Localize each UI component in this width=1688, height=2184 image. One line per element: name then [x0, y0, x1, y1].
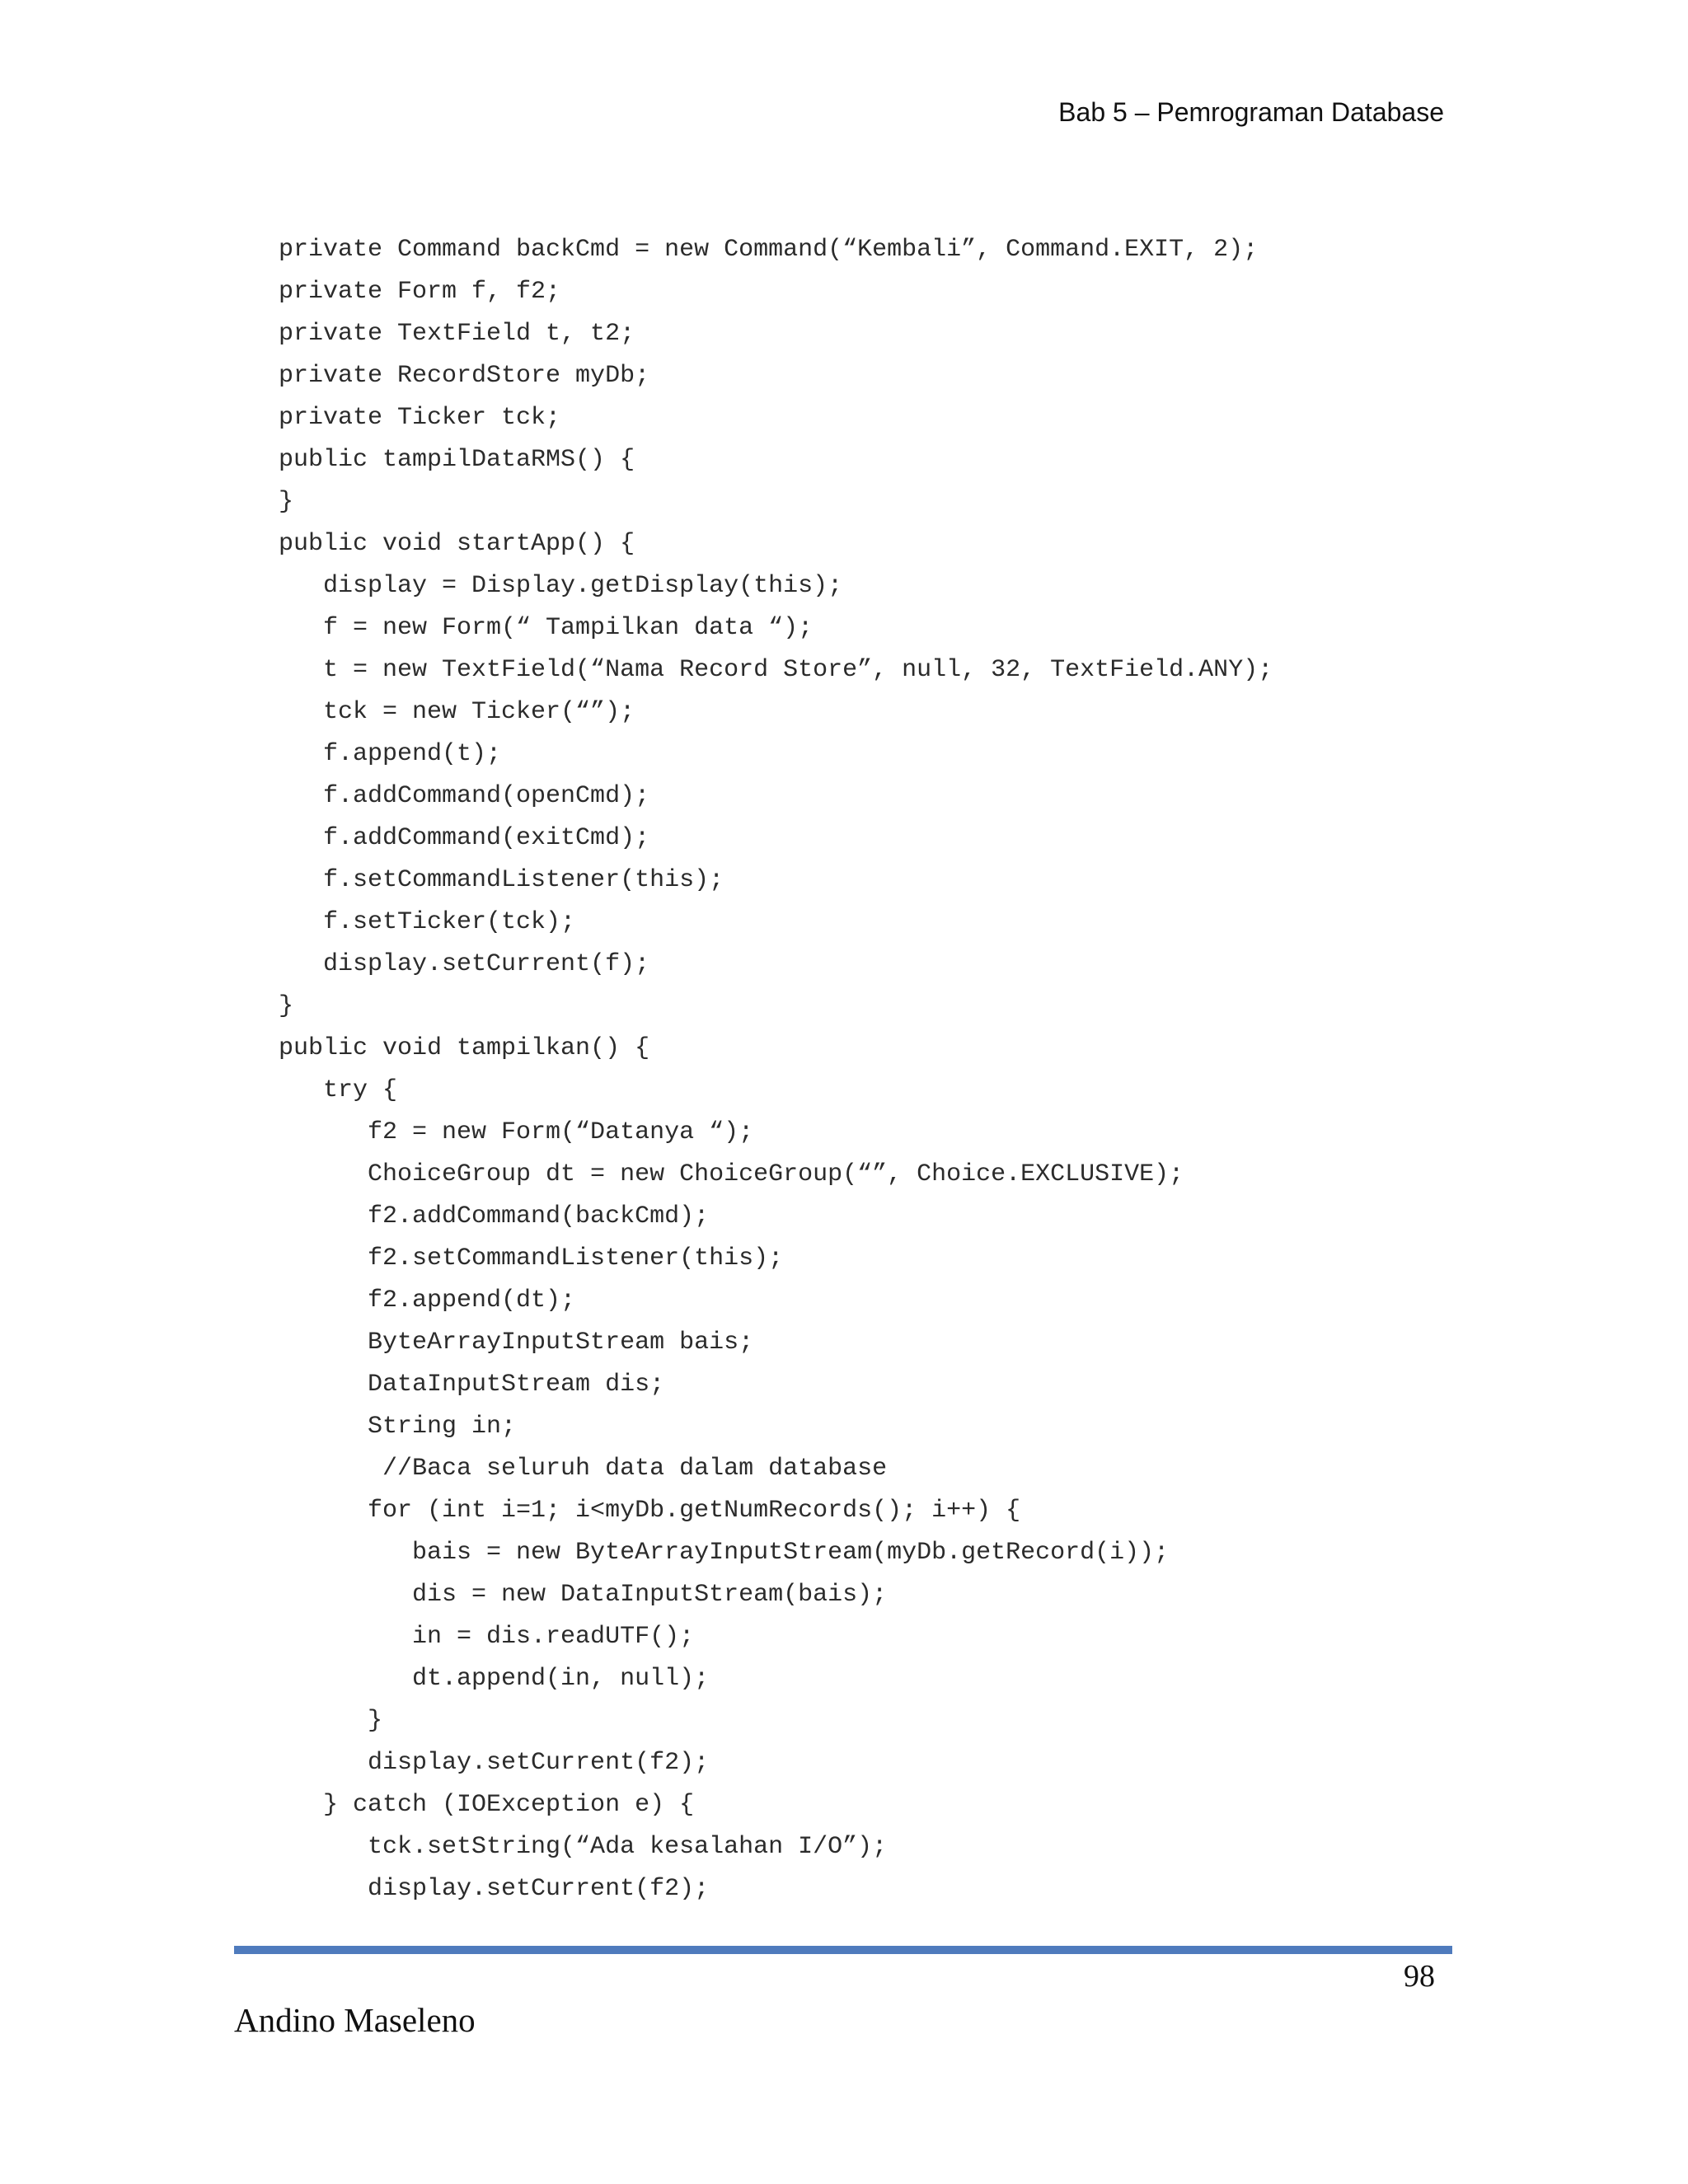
code-line: display = Display.getDisplay(this); [279, 572, 843, 600]
code-line: f2.setCommandListener(this); [279, 1244, 784, 1272]
code-line: DataInputStream dis; [279, 1371, 665, 1399]
code-line: t = new TextField(“Nama Record Store”, null, 32, TextField.ANY); [279, 656, 1273, 684]
code-line: f = new Form(“ Tampilkan data “); [279, 614, 814, 642]
code-line: public tampilDataRMS() { [279, 446, 635, 474]
code-line: bais = new ByteArrayInputStream(myDb.getRecord(i)); [279, 1539, 1170, 1567]
code-line: private TextField t, t2; [279, 320, 635, 348]
code-line: display.setCurrent(f2); [279, 1749, 710, 1777]
code-line: f.addCommand(exitCmd); [279, 824, 650, 852]
code-line: dt.append(in, null); [279, 1665, 710, 1693]
code-line: f2.addCommand(backCmd); [279, 1202, 710, 1230]
footer-divider [234, 1946, 1452, 1954]
code-line: f.addCommand(openCmd); [279, 782, 650, 810]
code-line: String in; [279, 1413, 517, 1441]
page-number: 98 [1404, 1959, 1435, 1994]
code-line: public void startApp() { [279, 530, 635, 558]
author-name: Andino Maseleno [234, 2001, 476, 2039]
code-line: f2 = new Form(“Datanya “); [279, 1118, 754, 1146]
code-line: ChoiceGroup dt = new ChoiceGroup(“”, Choice.EXCLUSIVE); [279, 1160, 1184, 1188]
code-line: private Form f, f2; [279, 278, 561, 306]
code-line: } [279, 992, 294, 1020]
code-line: f.setTicker(tck); [279, 908, 576, 936]
code-line: f.setCommandListener(this); [279, 866, 724, 894]
code-line: dis = new DataInputStream(bais); [279, 1581, 888, 1609]
code-line: } [279, 488, 294, 516]
code-line: f2.append(dt); [279, 1286, 576, 1315]
code-line: tck.setString(“Ada kesalahan I/O”); [279, 1833, 888, 1861]
code-line: for (int i=1; i<myDb.getNumRecords(); i++) { [279, 1497, 1021, 1525]
code-line: public void tampilkan() { [279, 1034, 650, 1062]
code-line: } catch (IOException e) { [279, 1791, 695, 1819]
code-line: in = dis.readUTF(); [279, 1623, 695, 1651]
code-line: private RecordStore myDb; [279, 362, 650, 390]
code-line: f.append(t); [279, 740, 502, 768]
code-line: tck = new Ticker(“”); [279, 698, 635, 726]
code-line: } [279, 1707, 383, 1735]
code-line: private Ticker tck; [279, 404, 561, 432]
code-line: display.setCurrent(f); [279, 950, 650, 978]
code-line: try { [279, 1076, 398, 1104]
code-line: display.setCurrent(f2); [279, 1875, 710, 1903]
chapter-header: Bab 5 – Pemrograman Database [1058, 97, 1444, 127]
code-line: ByteArrayInputStream bais; [279, 1329, 754, 1357]
code-line: //Baca seluruh data dalam database [279, 1455, 888, 1483]
code-listing [279, 229, 1449, 1910]
code-line: private Command backCmd = new Command(“Kembali”, Command.EXIT, 2); [279, 236, 1259, 264]
